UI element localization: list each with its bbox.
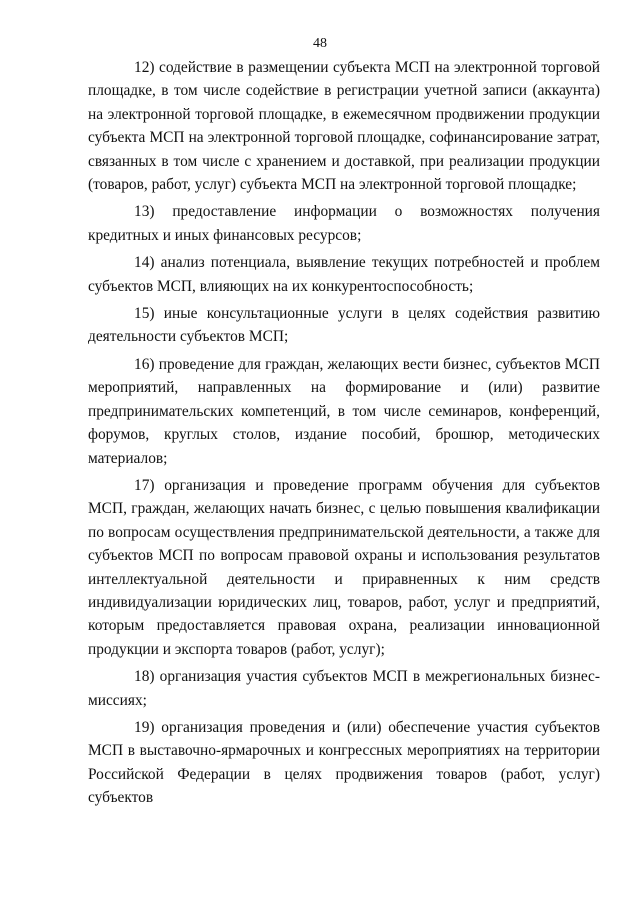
page-number: 48 [313,36,327,51]
list-item-17: 17) организация и проведение программ обучения для субъектов МСП, граждан, желающих начать бизнес, с целью повышения квалификации по вопросам осуществления предпринимательской деятельности, а также для субъектов МСП по вопросам правовой охраны и использования результатов интеллектуальной деятельности и приравненных к ним средств индивидуализации юридических лиц, товаров, работ, услуг и предприятий, которым предоставляется правовая охрана, реализации инновационной продукции и экспорта товаров (работ, услуг); [88,476,600,658]
document-body [88,56,600,814]
list-item-12: 12) содействие в размещении субъекта МСП на электронной торговой площадке, в том числе содействие в регистрации учетной записи (аккаунта) на электронной торговой площадке, в ежемесячном продвижении продукции субъекта МСП на электронной торговой площадке, софинансирование затрат, связанных в том числе с хранением и доставкой, при реализации продукции (товаров, работ, услуг) субъекта МСП на электронной торговой площадке; [88,59,600,194]
list-item-16: 16) проведение для граждан, желающих вести бизнес, субъектов МСП мероприятий, направленных на формирование и (или) развитие предпринимательских компетенций, в том числе семинаров, конференций, форумов, круглых столов, издание пособий, брошюр, методических материалов; [88,355,600,467]
list-item-15: 15) иные консультационные услуги в целях содействия развитию деятельности субъектов МСП; [88,305,600,346]
list-item-13: 13) предоставление информации о возможностях получения кредитных и иных финансовых ресурсов; [88,203,600,244]
list-item-19: 19) организация проведения и (или) обеспечение участия субъектов МСП в выставочно-ярмарочных и конгрессных мероприятиях на территории Российской Федерации в целях продвижения товаров (работ, услуг) субъектов [88,718,600,807]
list-item-14: 14) анализ потенциала, выявление текущих потребностей и проблем субъектов МСП, влияющих на их конкурентоспособность; [88,254,600,295]
list-item-18: 18) организация участия субъектов МСП в межрегиональных бизнес-миссиях; [88,668,600,709]
